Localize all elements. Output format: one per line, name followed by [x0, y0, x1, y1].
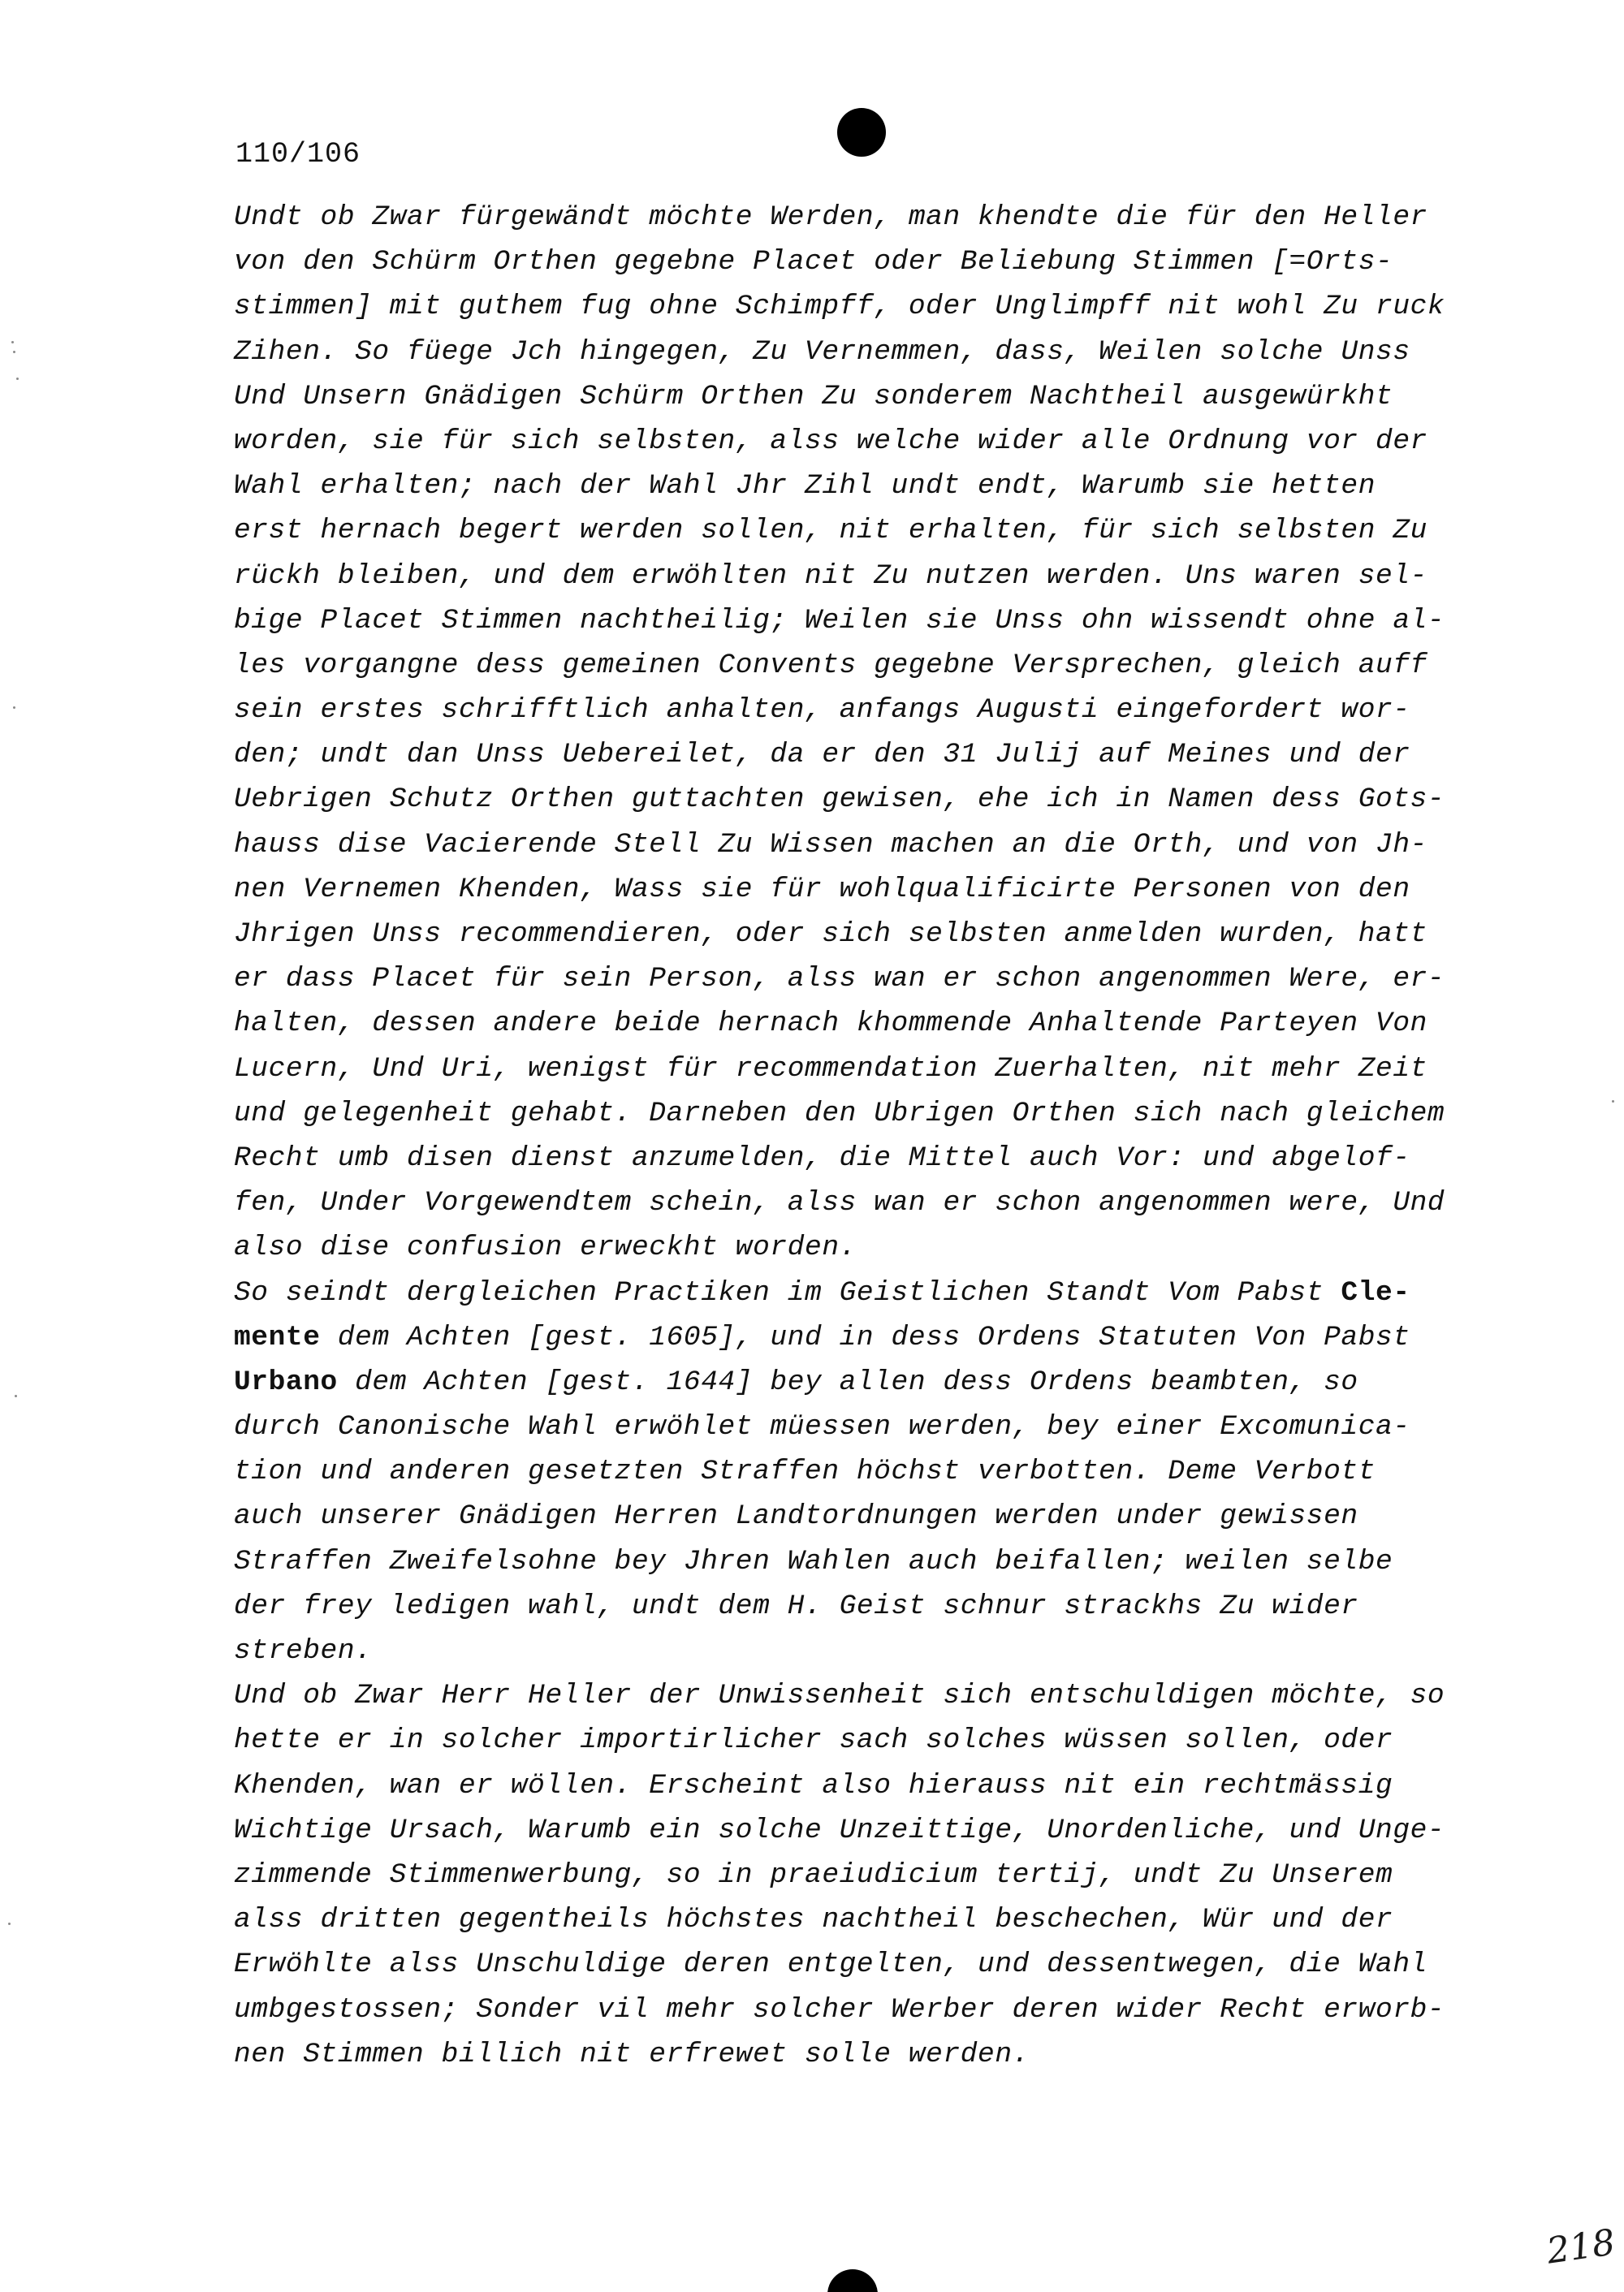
- text-segment: hette er in solcher importirlicher sach solches wüssen sollen, oder: [234, 1724, 1393, 1757]
- text-line: [234, 643, 1501, 688]
- text-line: [234, 1584, 1501, 1629]
- text-line: [234, 374, 1501, 419]
- text-line: [234, 1271, 1501, 1315]
- text-segment: rückh bleiben, und dem erwöhlten nit Zu nutzen werden. Uns waren sel-: [234, 559, 1427, 592]
- bold-name-text: mente: [234, 1321, 321, 1353]
- text-segment: umbgestossen; Sonder vil mehr solcher Werber deren wider Recht erworb-: [234, 1993, 1445, 2026]
- text-segment: Zihen. So füege Jch hingegen, Zu Vernemmen, dass, Weilen solche Unss: [234, 335, 1410, 368]
- text-line: [234, 1181, 1501, 1225]
- text-segment: fen, Under Vorgewendtem schein, alss wan er schon angenommen were, Und: [234, 1187, 1445, 1219]
- text-line: [234, 1449, 1501, 1494]
- text-segment: Lucern, Und Uri, wenigst für recommendation Zuerhalten, nit mehr Zeit: [234, 1052, 1427, 1085]
- text-line: [234, 1001, 1501, 1046]
- text-segment: durch Canonische Wahl erwöhlet müessen werden, bey einer Excomunica-: [234, 1411, 1410, 1444]
- text-line: [234, 732, 1501, 777]
- text-line: [234, 240, 1501, 284]
- margin-speck: [16, 378, 19, 380]
- text-segment: Und Unsern Gnädigen Schürm Orthen Zu sonderem Nachtheil ausgewürkht: [234, 380, 1393, 412]
- text-segment: nen Vernemen Khenden, Wass sie für wohlqualificirte Personen von den: [234, 873, 1410, 905]
- text-line: [234, 464, 1501, 508]
- text-line: [234, 822, 1501, 867]
- text-line: [234, 1942, 1501, 1987]
- margin-speck: [1612, 1100, 1614, 1103]
- text-line: [234, 598, 1501, 643]
- text-line: [234, 1091, 1501, 1136]
- text-line: [234, 1629, 1501, 1673]
- text-segment: Wahl erhalten; nach der Wahl Jhr Zihl undt endt, Warumb sie hetten: [234, 470, 1376, 503]
- text-segment: den; undt dan Unss Uebereilet, da er den 31 Julij auf Meines und der: [234, 739, 1410, 771]
- text-line: [234, 956, 1501, 1001]
- text-line: [234, 1539, 1501, 1584]
- text-line: [234, 284, 1501, 329]
- text-segment: auch unserer Gnädigen Herren Landtordnungen werden under gewissen: [234, 1500, 1358, 1533]
- text-segment: Undt ob Zwar fürgewändt möchte Werden, man khendte die für den Heller: [234, 201, 1427, 233]
- text-segment: und gelegenheit gehabt. Darneben den Ubrigen Orthen sich nach gleichem: [234, 1097, 1445, 1129]
- text-line: [234, 508, 1501, 553]
- text-segment: Khenden, wan er wöllen. Erscheint also hierauss nit ein rechtmässig: [234, 1769, 1393, 1802]
- text-segment: sein erstes schrifftlich anhalten, anfangs Augusti eingefordert wor-: [234, 694, 1410, 727]
- text-line: [234, 1360, 1501, 1405]
- margin-speck: [13, 351, 15, 353]
- text-segment: Wichtige Ursach, Warumb ein solche Unzeittige, Unordenliche, und Unge-: [234, 1814, 1445, 1846]
- text-segment: halten, dessen andere beide hernach khommende Anhaltende Parteyen Von: [234, 1008, 1427, 1040]
- punch-hole-top: [837, 108, 886, 157]
- page-number: 110/106: [235, 138, 361, 170]
- bold-name-text: Urbano: [234, 1366, 338, 1398]
- text-segment: also dise confusion erweckht worden.: [234, 1232, 857, 1264]
- text-line: [234, 1494, 1501, 1539]
- text-segment: erst hernach begert werden sollen, nit erhalten, für sich selbsten Zu: [234, 515, 1427, 547]
- text-line: [234, 1673, 1501, 1718]
- text-segment: stimmen] mit guthem fug ohne Schimpff, oder Unglimpff nit wohl Zu ruck: [234, 291, 1445, 323]
- text-segment: Recht umb disen dienst anzumelden, die Mittel auch Vor: und abgelof-: [234, 1142, 1410, 1174]
- punch-hole-bottom: [827, 2269, 878, 2292]
- text-segment: Straffen Zweifelsohne bey Jhren Wahlen auch beifallen; weilen selbe: [234, 1545, 1393, 1578]
- body-text: [234, 195, 1501, 2077]
- text-line: [234, 2032, 1501, 2077]
- text-line: [234, 554, 1501, 598]
- text-line: [234, 1988, 1501, 2032]
- bold-name-text: Cle-: [1341, 1276, 1410, 1309]
- text-line: [234, 1808, 1501, 1853]
- text-line: [234, 688, 1501, 732]
- text-segment: nen Stimmen billich nit erfrewet solle werden.: [234, 2038, 1030, 2070]
- text-segment: Jhrigen Unss recommendieren, oder sich selbsten anmelden wurden, hatt: [234, 918, 1427, 950]
- text-segment: dem Achten [gest. 1605], und in dess Ordens Statuten Von Pabst: [320, 1321, 1410, 1353]
- text-line: [234, 777, 1501, 822]
- text-line: [234, 1315, 1501, 1360]
- text-segment: So seindt dergleichen Practiken im Geistlichen Standt Vom Pabst: [234, 1276, 1341, 1309]
- margin-speck: [8, 1923, 11, 1925]
- text-line: [234, 1136, 1501, 1181]
- text-line: [234, 912, 1501, 956]
- text-line: [234, 1047, 1501, 1091]
- text-segment: Erwöhlte alss Unschuldige deren entgelten, und dessentwegen, die Wahl: [234, 1949, 1427, 1981]
- text-line: [234, 1897, 1501, 1942]
- text-line: [234, 1718, 1501, 1763]
- text-line: [234, 419, 1501, 464]
- text-line: [234, 1225, 1501, 1270]
- text-line: [234, 195, 1501, 240]
- text-segment: er dass Placet für sein Person, alss wan er schon angenommen Were, er-: [234, 963, 1445, 995]
- text-segment: der frey ledigen wahl, undt dem H. Geist schnur strackhs Zu wider: [234, 1590, 1358, 1622]
- text-segment: worden, sie für sich selbsten, alss welche wider alle Ordnung vor der: [234, 425, 1427, 457]
- text-line: [234, 1405, 1501, 1449]
- text-line: [234, 867, 1501, 912]
- margin-speck: [15, 1395, 17, 1397]
- text-line: [234, 1763, 1501, 1808]
- text-segment: dem Achten [gest. 1644] bey allen dess Ordens beambten, so: [337, 1366, 1358, 1398]
- text-segment: alss dritten gegentheils höchstes nachtheil beschechen, Wür und der: [234, 1904, 1393, 1936]
- text-segment: les vorgangne dess gemeinen Convents gegebne Versprechen, gleich auff: [234, 649, 1427, 681]
- text-segment: Und ob Zwar Herr Heller der Unwissenheit sich entschuldigen möchte, so: [234, 1680, 1445, 1712]
- text-segment: bige Placet Stimmen nachtheilig; Weilen sie Unss ohn wissendt ohne al-: [234, 604, 1445, 637]
- margin-speck: [11, 341, 14, 343]
- handwritten-folio-number: 218: [1544, 2221, 1618, 2273]
- text-segment: zimmende Stimmenwerbung, so in praeiudicium tertij, undt Zu Unserem: [234, 1858, 1393, 1891]
- margin-speck: [13, 706, 15, 709]
- text-segment: von den Schürm Orthen gegebne Placet oder Beliebung Stimmen [=Orts-: [234, 246, 1393, 278]
- text-line: [234, 330, 1501, 374]
- text-segment: streben.: [234, 1635, 373, 1667]
- text-segment: hauss dise Vacierende Stell Zu Wissen machen an die Orth, und von Jh-: [234, 828, 1427, 861]
- text-segment: tion und anderen gesetzten Straffen höchst verbotten. Deme Verbott: [234, 1456, 1376, 1488]
- text-line: [234, 1853, 1501, 1897]
- text-segment: Uebrigen Schutz Orthen guttachten gewisen, ehe ich in Namen dess Gots-: [234, 783, 1445, 816]
